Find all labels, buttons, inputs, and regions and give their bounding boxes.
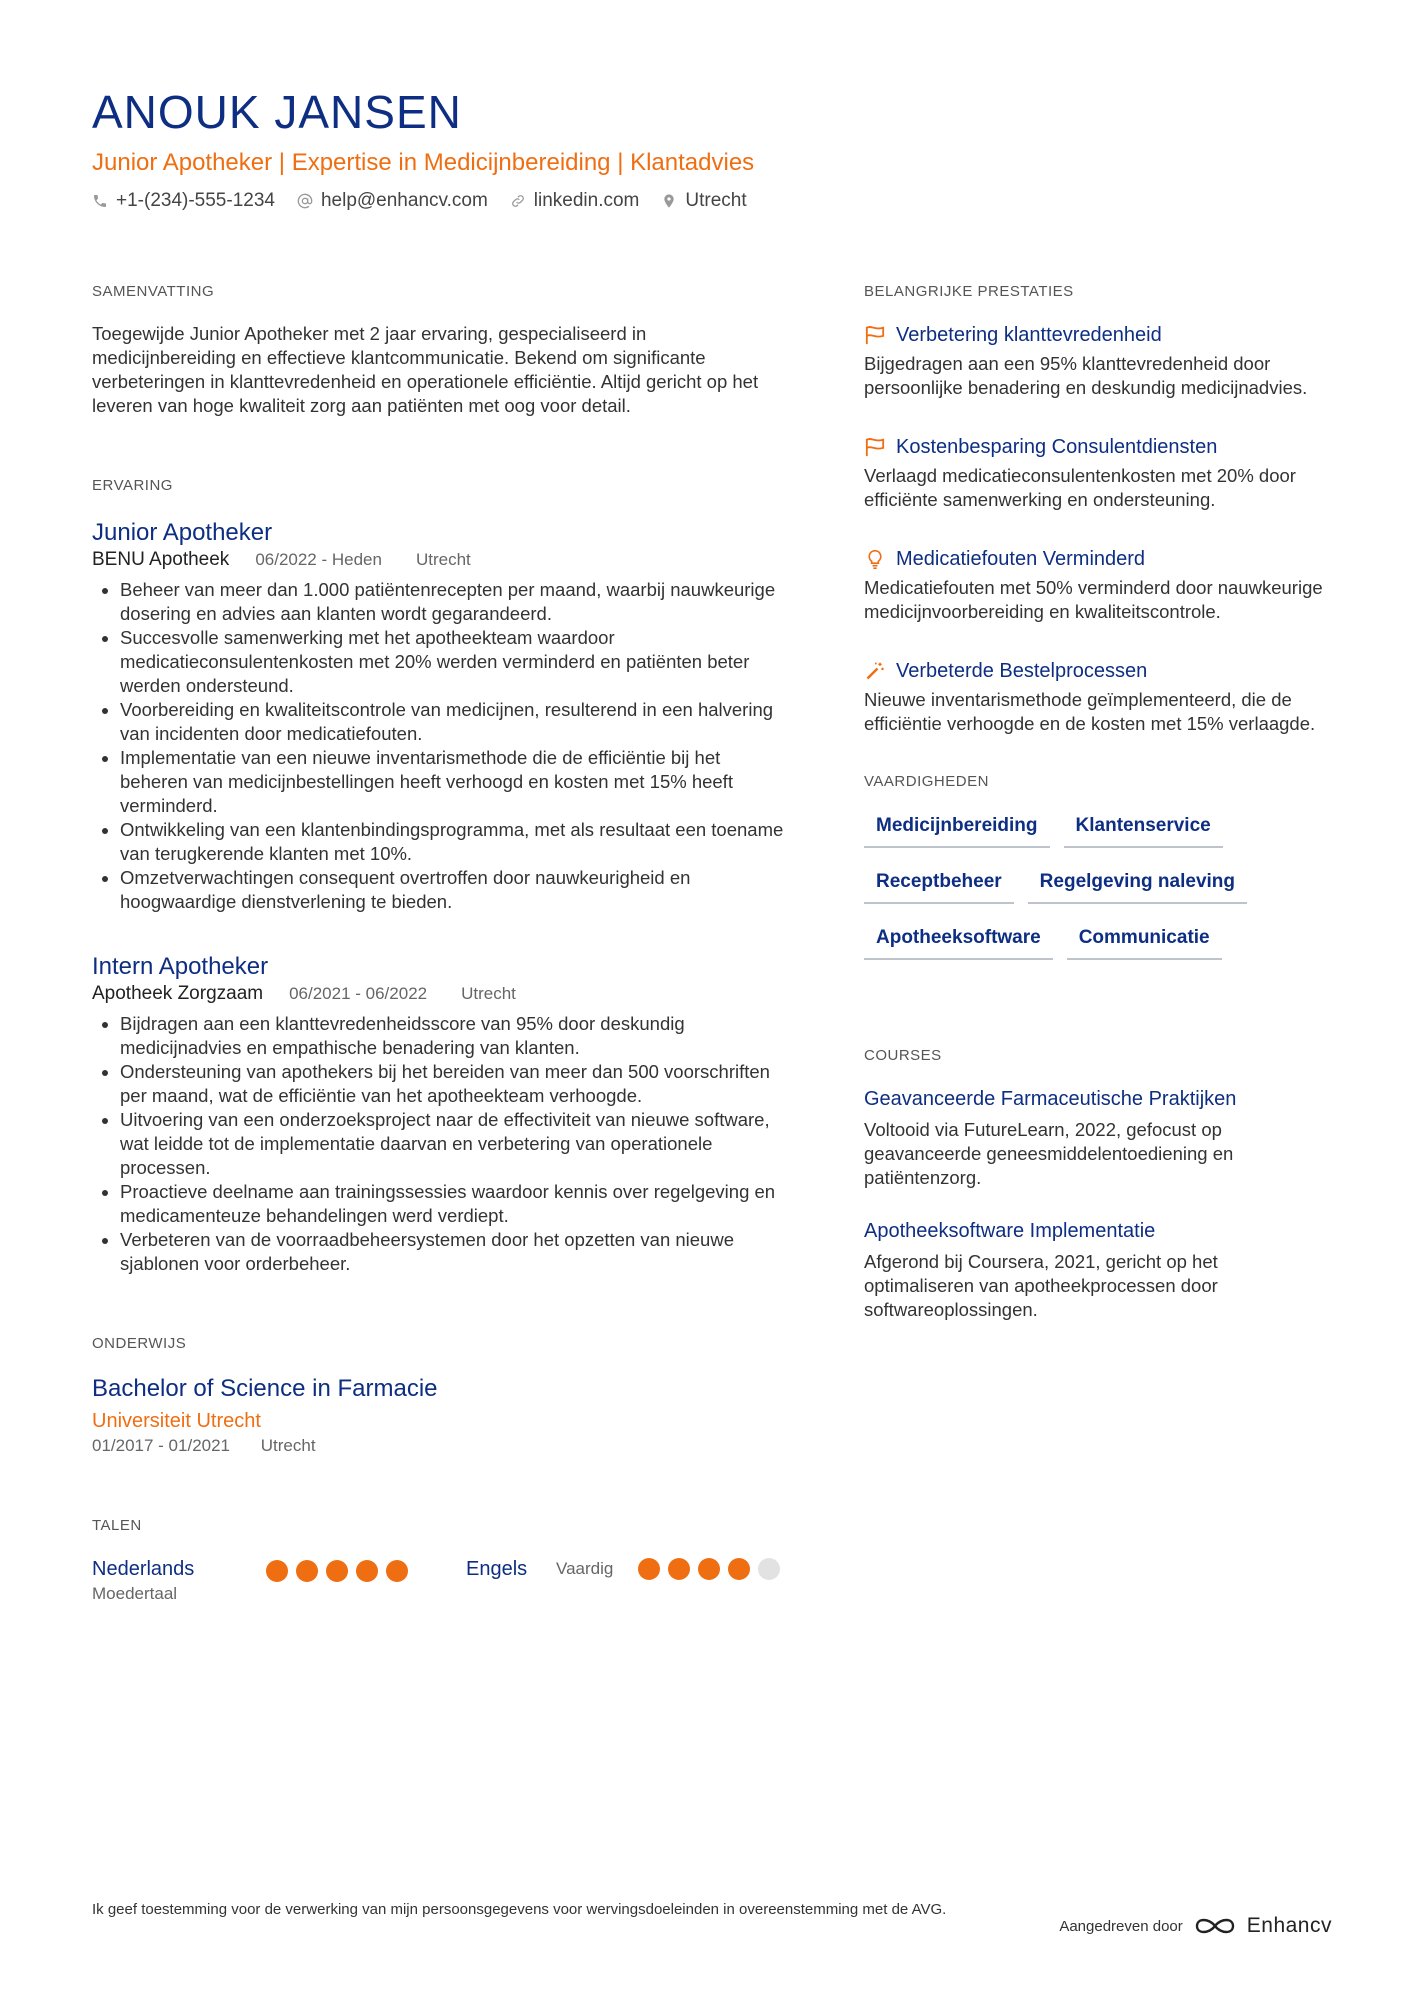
achievement-title: Kostenbesparing Consulentdiensten: [896, 436, 1218, 458]
languages-section: [92, 1516, 792, 1606]
job-bullet: • Proactieve deelname aan trainingssessies waardoor kennis over regelgeving en medicamenteuze behandelingen werd verdiept.: [120, 1180, 792, 1228]
achievement-title: Medicatiefouten Verminderd: [896, 548, 1146, 570]
job-bullets: [92, 1012, 792, 1276]
lightbulb-icon: [864, 549, 886, 569]
phone-text: +1-(234)-555-1234: [116, 190, 275, 211]
language-rating: [266, 1560, 416, 1582]
courses-heading: COURSES: [864, 1047, 942, 1064]
course-item: [864, 1086, 1324, 1190]
skill-tag: Medicijnbereiding: [864, 814, 1050, 848]
achievement-head: [864, 658, 1324, 684]
education-dates: 01/2017 - 01/2021: [92, 1436, 231, 1455]
achievement-item: [864, 546, 1324, 624]
rating-dot-filled: [296, 1560, 318, 1582]
job-location: Utrecht: [415, 550, 471, 569]
at-icon: [297, 193, 313, 209]
achievement-item: [864, 434, 1324, 512]
job-bullet: • Ondersteuning van apothekers bij het bereiden van meer dan 500 voorschriften per maand, wat de efficiëntie van het apotheekteam verhoogde.: [120, 1060, 792, 1108]
course-title: Apotheeksoftware Implementatie: [864, 1220, 1156, 1242]
language-level: Vaardig: [556, 1559, 614, 1578]
phone-icon: [92, 193, 108, 209]
rating-dot-filled: [266, 1560, 288, 1582]
link-icon: [510, 193, 526, 209]
powered-by[interactable]: [1059, 1914, 1332, 1938]
job-bullet: • Implementatie van een nieuwe inventarismethode die de efficiëntie bij het beheren van medicijnbestellingen heeft verhoogd en kosten met 15% heeft verminderd.: [120, 746, 792, 818]
job-meta: [92, 548, 792, 572]
rating-dot-filled: [638, 1558, 660, 1580]
job-company: BENU Apotheek: [92, 549, 230, 570]
rating-dot-filled: [698, 1558, 720, 1580]
education-section: [92, 1334, 792, 1458]
language-rating: [638, 1558, 788, 1580]
contact-linkedin[interactable]: [510, 188, 640, 214]
skill-tag: Klantenservice: [1064, 814, 1223, 848]
skill-tag: Apotheeksoftware: [864, 926, 1053, 960]
education-school: Universiteit Utrecht: [92, 1410, 261, 1432]
contact-bar: [92, 188, 1332, 214]
flag-icon: [864, 325, 886, 345]
candidate-name: ANOUK JANSEN: [92, 86, 462, 138]
course-item: [864, 1218, 1324, 1322]
achievement-item: [864, 322, 1324, 400]
job-bullet: • Ontwikkeling van een klantenbindingsprogramma, met als resultaat een toename van terugkerende klanten met 10%.: [120, 818, 792, 866]
achievement-text: Bijgedragen aan een 95% klanttevredenheid door persoonlijke benadering en deskundig medicijnadvies.: [864, 353, 1308, 398]
job-bullet: • Bijdragen aan een klanttevredenheidsscore van 95% door deskundig medicijnadvies en empathische benadering van klanten.: [120, 1012, 792, 1060]
achievement-title: Verbetering klanttevredenheid: [896, 324, 1162, 346]
job-dates: 06/2021 - 06/2022: [289, 984, 428, 1003]
achievement-item: [864, 658, 1324, 736]
candidate-subtitle: Junior Apotheker | Expertise in Medicijnbereiding | Klantadvies: [92, 149, 755, 176]
magic-wand-icon: [864, 661, 886, 681]
rating-dot-filled: [728, 1558, 750, 1580]
skill-tag: Receptbeheer: [864, 870, 1014, 904]
job-bullet: • Omzetverwachtingen consequent overtroffen door nauwkeurigheid en hoogwaardige dienstverlening te bieden.: [120, 866, 792, 914]
page-footer: [92, 1900, 1332, 1938]
location-pin-icon: [661, 193, 677, 209]
job-bullet: • Beheer van meer dan 1.000 patiëntenrecepten per maand, waarbij nauwkeurige dosering en advies aan klanten wordt gegarandeerd.: [120, 578, 792, 626]
contact-location: [661, 188, 746, 214]
summary-heading: SAMENVATTING: [92, 283, 215, 300]
education-location: Utrecht: [260, 1436, 316, 1455]
linkedin-text: linkedin.com: [533, 190, 640, 211]
skills-list: [864, 814, 1324, 982]
achievement-text: Nieuwe inventarismethode geïmplementeerd, die de efficiëntie verhoogde en de kosten met 15% verlaagde.: [864, 689, 1316, 734]
brand-name: Enhancv: [1246, 1914, 1332, 1937]
job-bullet: • Voorbereiding en kwaliteitscontrole van medicijnen, resulterend in een halvering van incidenten door medicatiefouten.: [120, 698, 792, 746]
achievement-text: Medicatiefouten met 50% verminderd door nauwkeurige medicijnvoorbereiding en kwaliteitscontrole.: [864, 577, 1323, 622]
languages-heading: TALEN: [92, 1517, 142, 1534]
experience-section: [92, 476, 792, 1276]
skills-heading: VAARDIGHEDEN: [864, 773, 989, 790]
rating-dot-filled: [668, 1558, 690, 1580]
rating-dot-empty: [758, 1558, 780, 1580]
course-title: Geavanceerde Farmaceutische Praktijken: [864, 1088, 1237, 1110]
achievement-text: Verlaagd medicatieconsulentenkosten met 20% door efficiënte samenwerking en ondersteuning.: [864, 465, 1296, 510]
job-entry: [92, 518, 792, 914]
job-bullets: [92, 578, 792, 914]
summary-text: Toegewijde Junior Apotheker met 2 jaar ervaring, gespecialiseerd in medicijnbereiding en effectieve klantcommunicatie. Bekend om significante verbeteringen in klanttevredenheid en operationele efficiëntie. Altijd gericht op het leveren van hoge kwaliteit zorg aan patiënten met oog voor detail.: [92, 323, 759, 416]
job-bullet: • Succesvolle samenwerking met het apotheekteam waardoor medicatieconsulentenkosten met 20% werden verminderd en patiënten beter werden ondersteund.: [120, 626, 792, 698]
achievement-head: [864, 322, 1324, 348]
contact-phone[interactable]: [92, 188, 275, 214]
email-text: help@enhancv.com: [320, 190, 488, 211]
courses-section: [864, 1046, 1324, 1322]
right-column: [864, 282, 1324, 1350]
left-column: [92, 282, 792, 1606]
skill-tag: Communicatie: [1067, 926, 1222, 960]
language-item: [92, 1556, 466, 1606]
skills-section: [864, 772, 1324, 982]
education-degree: Bachelor of Science in Farmacie: [92, 1375, 438, 1402]
job-title: Intern Apotheker: [92, 953, 269, 980]
job-entry: [92, 952, 792, 1276]
rating-dot-filled: [386, 1560, 408, 1582]
language-item: [466, 1556, 788, 1606]
achievement-head: [864, 434, 1324, 460]
rating-dot-filled: [326, 1560, 348, 1582]
course-text: Voltooid via FutureLearn, 2022, gefocust op geavanceerde geneesmiddelentoediening en patiëntenzorg.: [864, 1119, 1234, 1188]
enhancv-logo-icon: [1193, 1914, 1239, 1938]
language-level: Moedertaal: [92, 1584, 178, 1603]
course-text: Afgerond bij Coursera, 2021, gericht op het optimaliseren van apotheekprocessen door softwareoplossingen.: [864, 1251, 1218, 1320]
job-location: Utrecht: [461, 984, 516, 1003]
location-text: Utrecht: [685, 190, 747, 211]
rating-dot-filled: [356, 1560, 378, 1582]
job-bullet: • Uitvoering van een onderzoeksproject naar de effectiviteit van nieuwe software, wat leidde tot de implementatie daarvan en verbetering van operationele processen.: [120, 1108, 792, 1180]
consent-text: Ik geef toestemming voor de verwerking van mijn persoonsgegevens voor wervingsdoeleinden in overeenstemming met de AVG.: [92, 1901, 947, 1918]
achievement-head: [864, 546, 1324, 572]
language-name: Nederlands: [92, 1558, 195, 1580]
education-heading: ONDERWIJS: [92, 1335, 187, 1352]
contact-email[interactable]: [297, 188, 488, 214]
language-name: Engels: [466, 1558, 528, 1580]
summary-section: [92, 282, 792, 418]
job-meta: [92, 982, 792, 1006]
flag-icon: [864, 437, 886, 457]
languages-list: [92, 1556, 792, 1606]
achievement-title: Verbeterde Bestelprocessen: [896, 660, 1148, 682]
achievements-section: [864, 282, 1324, 736]
job-dates: 06/2022 - Heden: [255, 550, 382, 569]
resume-header: [92, 86, 1332, 214]
skill-tag: Regelgeving naleving: [1028, 870, 1247, 904]
powered-by-label: Aangedreven door: [1059, 1917, 1183, 1935]
job-title: Junior Apotheker: [92, 519, 273, 546]
job-bullet: • Verbeteren van de voorraadbeheersystemen door het opzetten van nieuwe sjablonen voor orderbeheer.: [120, 1228, 792, 1276]
job-company: Apotheek Zorgzaam: [92, 983, 264, 1004]
experience-heading: ERVARING: [92, 477, 173, 494]
achievements-heading: BELANGRIJKE PRESTATIES: [864, 283, 1074, 300]
education-meta: [92, 1434, 792, 1458]
